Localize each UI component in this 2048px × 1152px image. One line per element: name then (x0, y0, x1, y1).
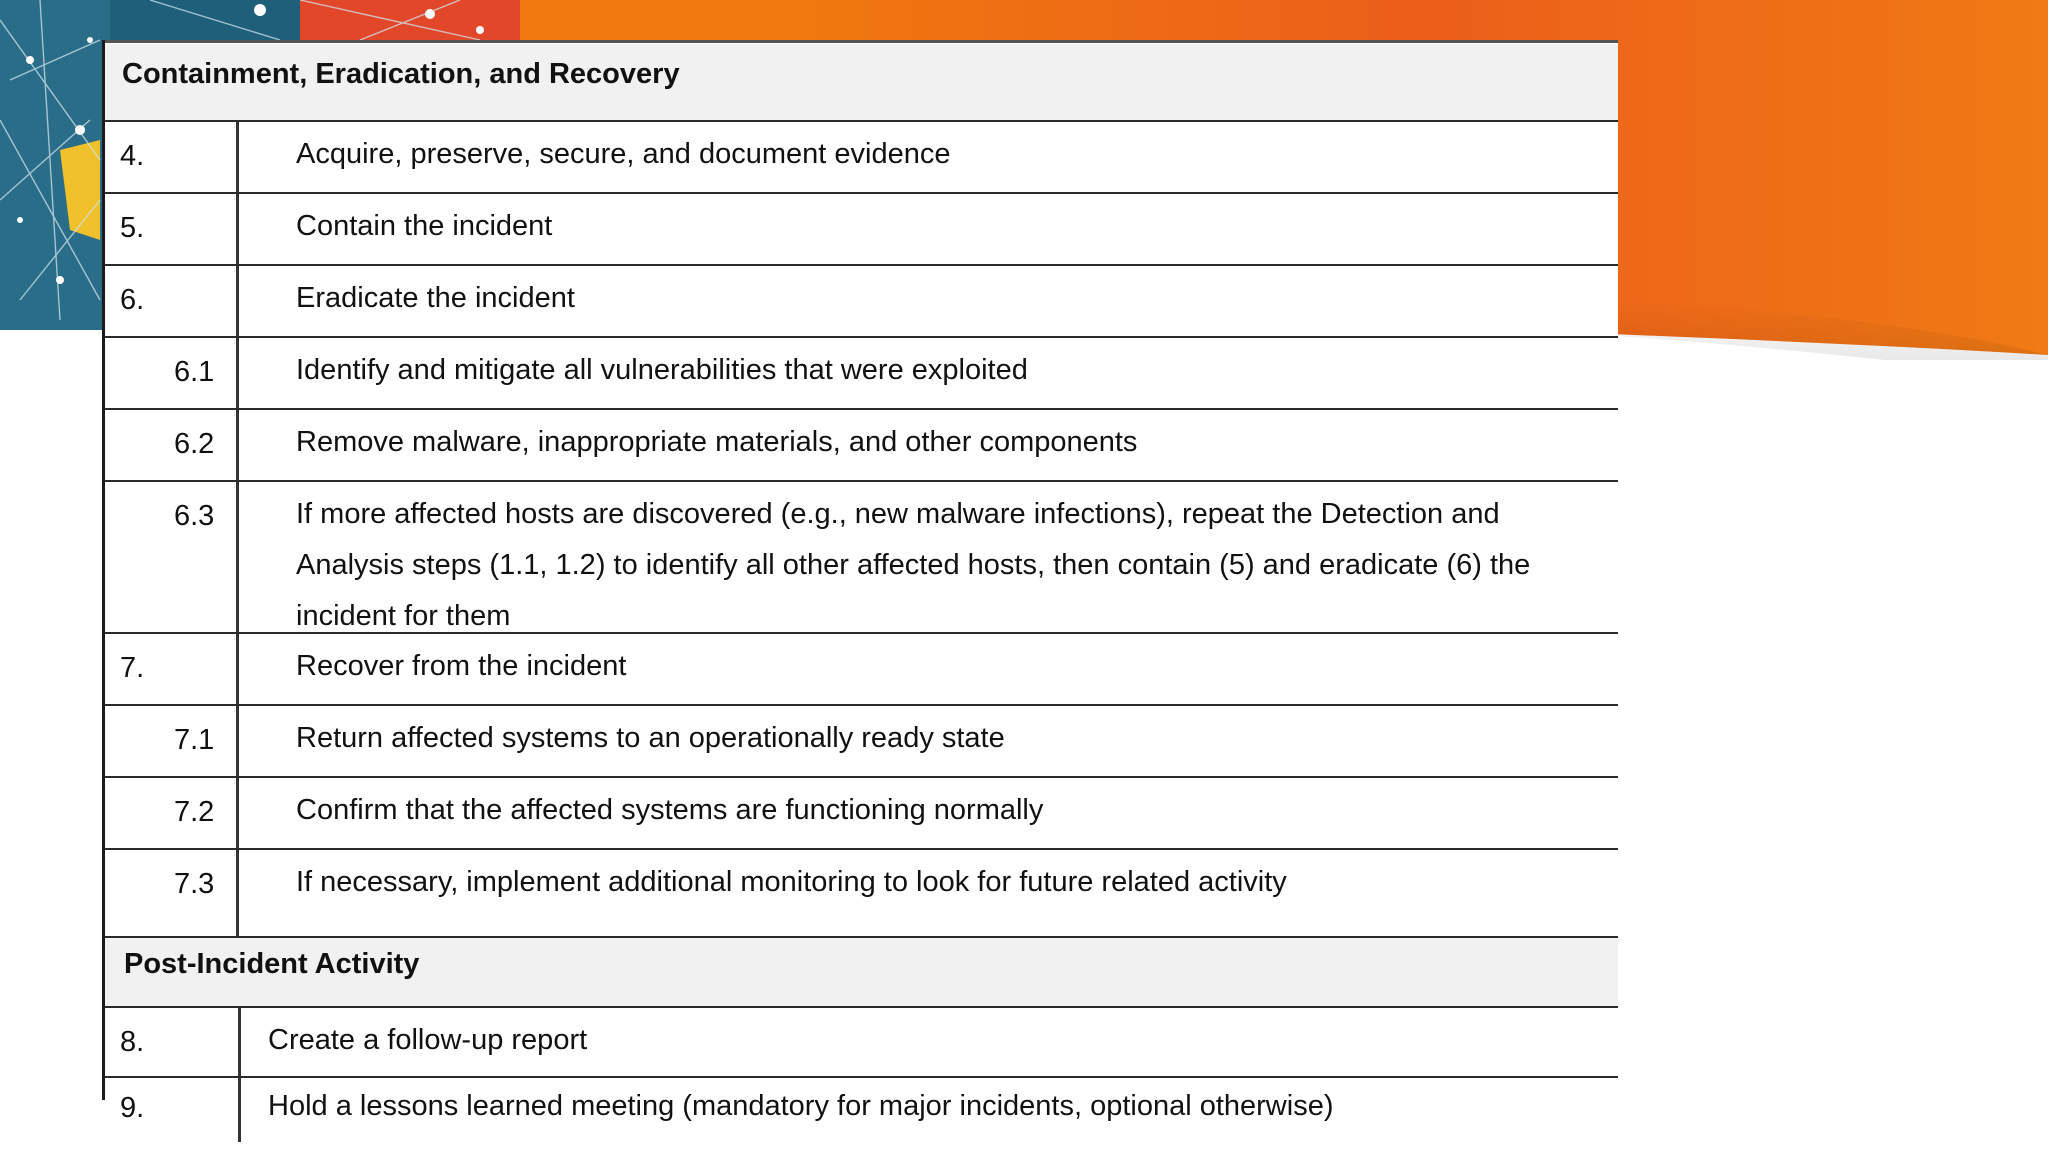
table-row (102, 122, 1618, 194)
column-divider (236, 706, 239, 776)
table-row (102, 706, 1618, 778)
table-row (102, 1078, 1618, 1142)
section-title: Containment, Eradication, and Recovery (122, 58, 680, 90)
step-number: 7.1 (174, 724, 215, 756)
step-text: Hold a lessons learned meeting (mandatory for major incidents, optional otherwise) (268, 1090, 1334, 1122)
table-row (102, 778, 1618, 850)
table-top-border (102, 40, 1618, 43)
table-row (102, 194, 1618, 266)
step-number: 6.1 (174, 356, 215, 388)
column-divider (236, 266, 239, 336)
table-row (102, 266, 1618, 338)
table-row (102, 482, 1618, 634)
section-header-containment (102, 44, 1618, 122)
column-divider (236, 850, 239, 936)
table-row (102, 338, 1618, 410)
incident-checklist-table (102, 40, 1618, 1124)
step-text: If more affected hosts are discovered (e.g., new malware infections), repeat the Detection and Analysis steps (1.1, 1.2) to identify all other affected hosts, then contain (5) and eradicate (6) the incident for them (296, 498, 1531, 632)
step-text: Identify and mitigate all vulnerabilities that were exploited (296, 354, 1028, 386)
step-number: 6.2 (174, 428, 215, 460)
column-divider (236, 778, 239, 848)
column-divider (236, 194, 239, 264)
step-text: Create a follow-up report (268, 1024, 588, 1056)
column-divider (238, 1008, 241, 1076)
step-text: Acquire, preserve, secure, and document evidence (296, 138, 951, 170)
step-number: 7.2 (174, 796, 215, 828)
column-divider (236, 338, 239, 408)
step-text: Return affected systems to an operationally ready state (296, 722, 1005, 754)
column-divider (236, 122, 239, 192)
step-number: 8. (120, 1026, 145, 1058)
table-row (102, 634, 1618, 706)
table-left-border (102, 40, 105, 1100)
table-row (102, 850, 1618, 938)
section-header-post-incident (102, 938, 1618, 1008)
column-divider (236, 410, 239, 480)
step-number: 7.3 (174, 868, 215, 900)
table-row (102, 1008, 1618, 1078)
step-text: Recover from the incident (296, 650, 627, 682)
step-number: 9. (120, 1092, 145, 1124)
column-divider (238, 1078, 241, 1142)
step-number: 6.3 (174, 500, 215, 532)
column-divider (236, 482, 239, 632)
step-text: Eradicate the incident (296, 282, 575, 314)
column-divider (236, 634, 239, 704)
step-text: If necessary, implement additional monitoring to look for future related activity (296, 866, 1287, 898)
step-number: 5. (120, 212, 145, 244)
step-text: Contain the incident (296, 210, 553, 242)
section-title: Post-Incident Activity (124, 948, 420, 980)
step-number: 4. (120, 140, 145, 172)
step-number: 7. (120, 652, 145, 684)
table-row (102, 410, 1618, 482)
step-text: Confirm that the affected systems are functioning normally (296, 794, 1044, 826)
step-number: 6. (120, 284, 145, 316)
step-text: Remove malware, inappropriate materials, and other components (296, 426, 1138, 458)
